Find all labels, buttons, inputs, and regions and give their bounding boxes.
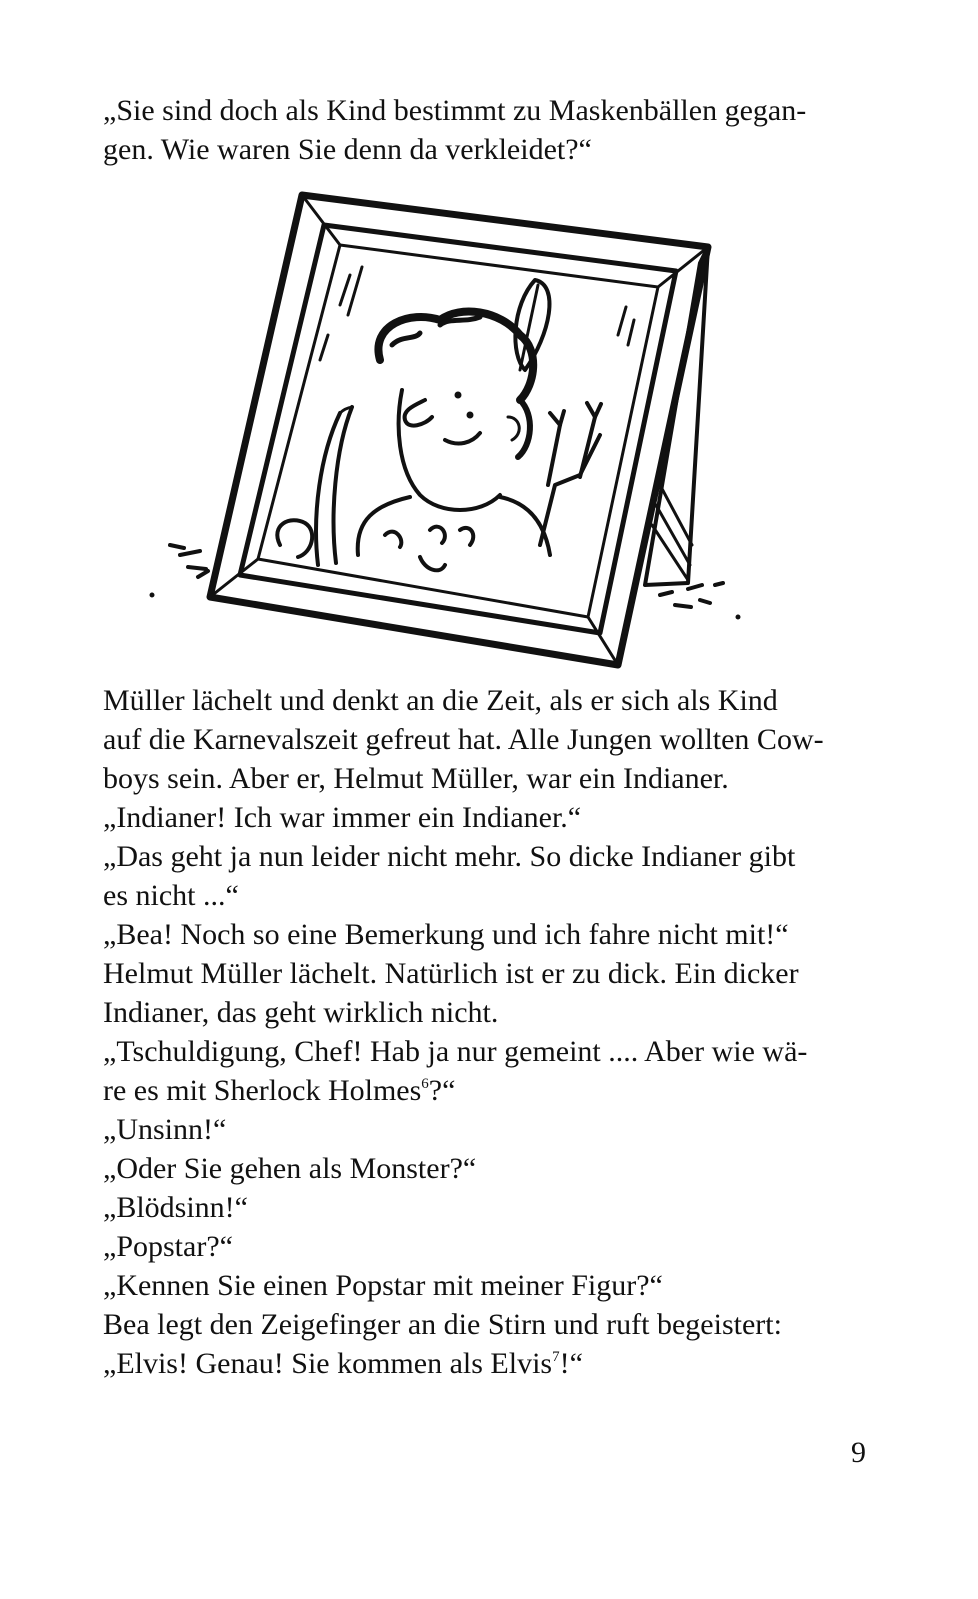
text-line: „Blödsinn!“ [103, 1191, 248, 1224]
text-line: „Kennen Sie einen Popstar mit meiner Figur?“ [103, 1269, 663, 1302]
text-line: Indianer, das geht wirklich nicht. [103, 996, 499, 1029]
page-number: 9 [851, 1436, 866, 1469]
text-line: Bea legt den Zeigefinger an die Stirn und ruft begeistert: [103, 1308, 782, 1341]
framed-portrait-illustration [140, 185, 760, 675]
text-line: „Bea! Noch so eine Bemerkung und ich fahre nicht mit!“ [103, 918, 789, 951]
text-segment: re es mit Sherlock Holmes [103, 1074, 422, 1107]
text-line: Helmut Müller lächelt. Natürlich ist er zu dick. Ein dicker [103, 957, 799, 990]
text-line: „Das geht ja nun leider nicht mehr. So dicke Indianer gibt [103, 840, 796, 873]
text-line: „Tschuldigung, Chef! Hab ja nur gemeint .... Aber wie wä- [103, 1035, 808, 1068]
text-line-with-footnote [103, 1349, 583, 1379]
text-line: „Unsinn!“ [103, 1113, 227, 1146]
text-segment: ?“ [428, 1074, 456, 1107]
text-line: „Sie sind doch als Kind bestimmt zu Maskenbällen gegan- [103, 94, 807, 127]
text-line: boys sein. Aber er, Helmut Müller, war ein Indianer. [103, 762, 729, 795]
text-line: „Indianer! Ich war immer ein Indianer.“ [103, 801, 582, 834]
footnote-marker[interactable]: 6 [421, 1076, 429, 1092]
text-line: „Popstar?“ [103, 1230, 233, 1263]
text-line-with-footnote [103, 1076, 455, 1106]
text-segment: „Elvis! Genau! Sie kommen als Elvis [103, 1347, 553, 1380]
text-line: auf die Karnevalszeit gefreut hat. Alle Jungen wollten Cow- [103, 723, 824, 756]
text-line: gen. Wie waren Sie denn da verkleidet?“ [103, 133, 592, 166]
footnote-marker[interactable]: 7 [552, 1349, 560, 1365]
text-segment: !“ [559, 1347, 583, 1380]
text-line: es nicht ...“ [103, 879, 239, 912]
text-line: Müller lächelt und denkt an die Zeit, als er sich als Kind [103, 684, 778, 717]
text-line: „Oder Sie gehen als Monster?“ [103, 1152, 477, 1185]
